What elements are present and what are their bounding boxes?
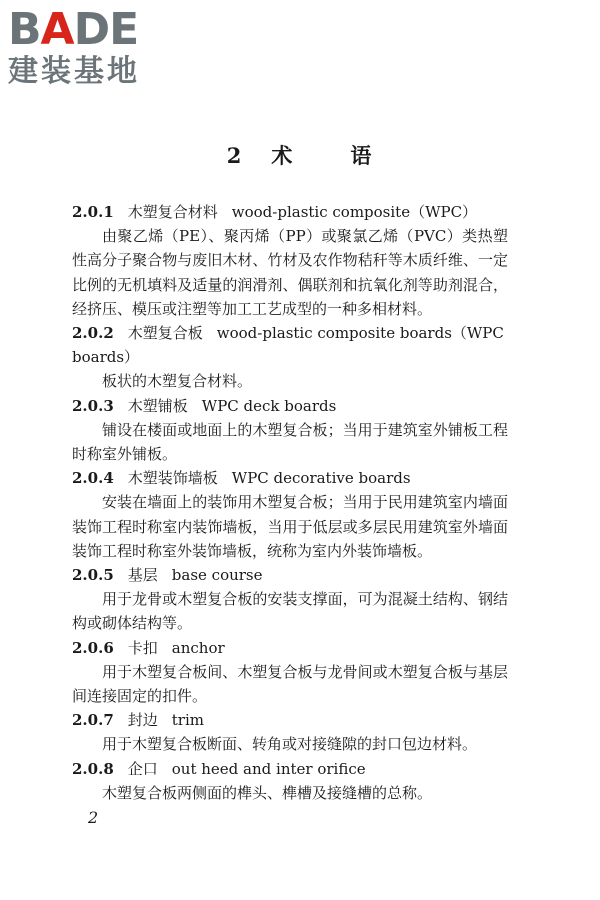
term-definition: 安装在墙面上的装饰用木塑复合板；当用于民用建筑室内墙面装饰工程时称室内装饰墙板，当用于低层或多层民用建筑室外墙面装饰工程时称室外装饰墙板，统称为室内外装饰墙板。 (72, 493, 508, 560)
term-chinese: 卡扣 (127, 638, 158, 657)
chapter-title-char-1: 术 (271, 143, 295, 168)
term-english: WPC decorative boards (231, 469, 411, 488)
term-english: trim (171, 711, 205, 730)
term-definition: 铺设在楼面或地面上的木塑复合板；当用于建筑室外铺板工程时称室外铺板。 (72, 420, 508, 464)
term-chinese: 基层 (127, 566, 158, 585)
term-number: 2.0.7 (72, 711, 114, 730)
term-number: 2.0.6 (72, 638, 114, 657)
term-number: 2.0.5 (72, 566, 114, 585)
term-definition: 用于木塑复合板断面、转角或对接缝隙的封口包边材料。 (102, 735, 478, 754)
term-chinese: 木塑复合板 (127, 324, 203, 343)
logo (8, 6, 178, 90)
term-number: 2.0.4 (72, 469, 114, 488)
term-chinese: 木塑复合材料 (127, 203, 218, 221)
term-entry (72, 708, 508, 756)
term-entry (72, 466, 508, 563)
term-list (72, 200, 508, 805)
term-number: 2.0.2 (72, 324, 114, 343)
term-number: 2.0.3 (72, 396, 114, 415)
term-definition: 由聚乙烯（PE）、聚丙烯（PP）或聚氯乙烯（PVC）类热塑性高分子聚合物与废旧木材、竹材及农作物秸秆等木质纤维、一定比例的无机填料及适量的润滑剂、偶联剂和抗氧化剂等助剂混合，经挤压、模压或注塑等加工工艺成型的一种多相材料。 (72, 227, 508, 318)
term-english: wood-plastic composite（WPC） (231, 203, 478, 221)
term-chinese: 企口 (127, 759, 158, 778)
chapter-title-char-2: 语 (350, 143, 374, 168)
term-definition: 板状的木塑复合材料。 (102, 372, 253, 391)
term-entry (72, 757, 508, 805)
term-entry (72, 636, 508, 709)
term-entry (72, 321, 508, 394)
chapter-title (0, 140, 600, 170)
term-chinese: 木塑铺板 (127, 396, 188, 415)
term-english: base course (171, 566, 263, 585)
term-number: 2.0.1 (72, 203, 114, 221)
term-definition: 用于木塑复合板间、木塑复合板与龙骨间或木塑复合板与基层间连接固定的扣件。 (72, 662, 508, 706)
logo-wordmark: BADE (8, 4, 139, 55)
term-entry (72, 200, 508, 321)
term-entry (72, 394, 508, 467)
page-number: 2 (88, 808, 99, 827)
term-definition: 用于龙骨或木塑复合板的安装支撑面，可为混凝土结构、钢结构或砌体结构等。 (72, 590, 508, 633)
term-english: anchor (171, 638, 225, 657)
term-chinese: 封边 (127, 711, 158, 730)
term-english: out heed and inter orifice (171, 759, 366, 778)
term-english: WPC deck boards (201, 396, 337, 415)
term-chinese: 木塑装饰墙板 (127, 469, 218, 488)
term-entry (72, 563, 508, 636)
term-number: 2.0.8 (72, 759, 114, 778)
term-definition: 木塑复合板两侧面的榫头、榫槽及接缝槽的总称。 (102, 783, 433, 802)
logo-chinese: 建装基地 (8, 54, 140, 89)
chapter-number: 2 (226, 143, 244, 168)
term-english: wood-plastic composite boards（WPC boards） (72, 324, 504, 367)
